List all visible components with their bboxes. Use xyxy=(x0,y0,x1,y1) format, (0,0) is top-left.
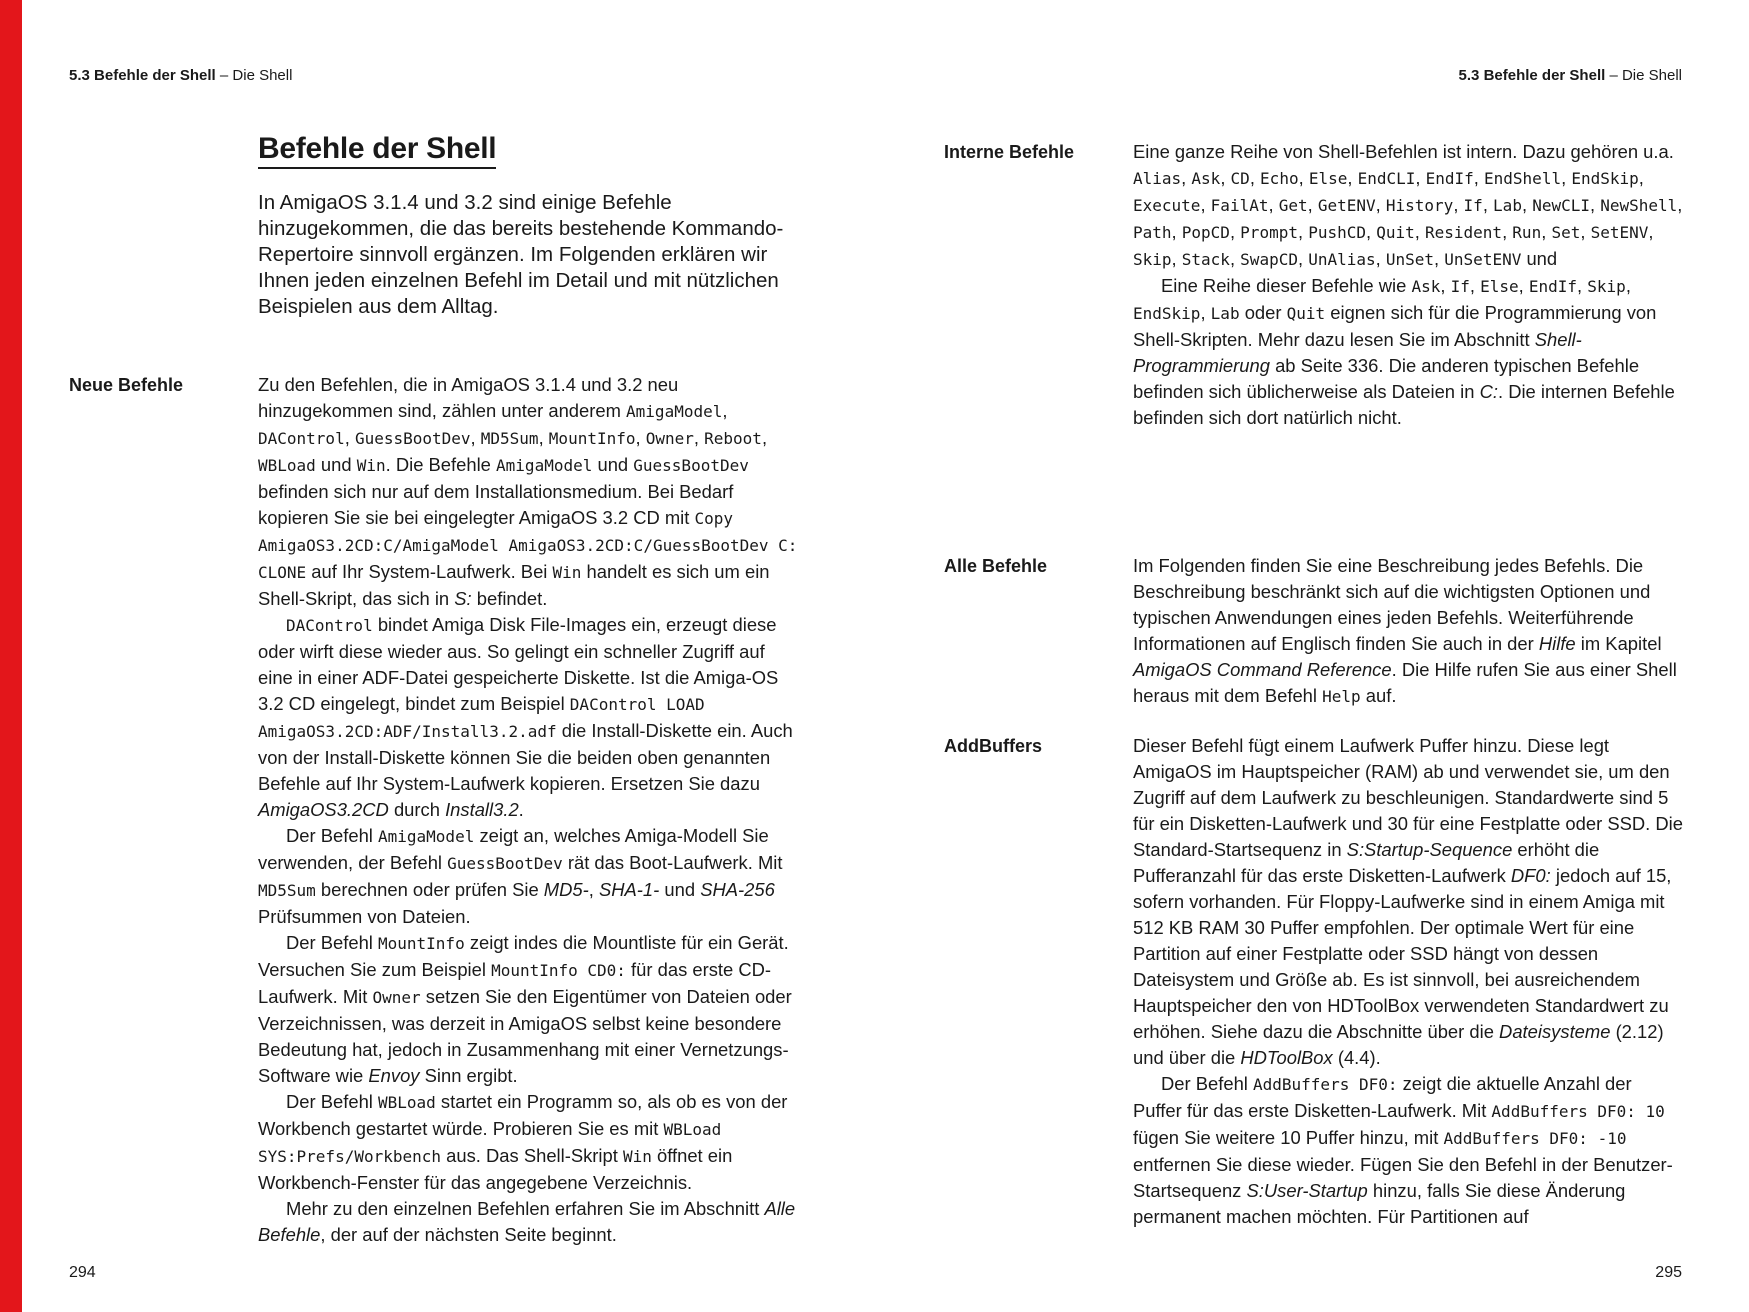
paragraph: Zu den Befehlen, die in AmigaOS 3.1.4 und 3.2 neu hinzugekommen sind, zählen unter anderem AmigaModel, DAControl, GuessBootDev, MD5Sum, MountInfo, Owner, Reboot, WBLoad und Win. Die Befehle AmigaModel und GuessBootDev befinden sich nur auf dem Installationsmedium. Bei Bedarf kopieren Sie sie bei eingelegter AmigaOS 3.2 CD mit Copy AmigaOS3.2CD:C/AmigaModel AmigaOS3.2CD:C/GuessBootDev C: CLONE auf Ihr System-Laufwerk. Bei Win handelt es sich um ein Shell-Skript, das sich in S: befindet. xyxy=(258,374,798,609)
section-alle-befehle xyxy=(1133,553,1685,710)
lead-paragraph: In AmigaOS 3.1.4 und 3.2 sind einige Befehle hinzugekommen, die das bereits bestehende Kommando-Repertoire sinnvoll ergänzen. Im Folgenden erklären wir Ihnen jeden einzelnen Befehl im Detail und mit nützlichen Beispielen aus dem Alltag. xyxy=(258,191,784,318)
running-head-left: 5.3 Befehle der Shell – Die Shell xyxy=(69,67,293,84)
paragraph: DAControl bindet Amiga Disk File-Images ein, erzeugt diese oder wirft diese wieder aus. So gelingt ein schneller Zugriff auf eine in einer ADF-Datei gespeicherte Diskette. Ist die Amiga-OS 3.2 CD eingelegt, bindet zum Beispiel DAControl LOAD AmigaOS3.2CD:ADF/Install3.2.adf die Install-Diskette ein. Auch von der Install-Diskette können Sie die beiden oben genannten Befehle auf Ihr System-Laufwerk kopieren. Ersetzen Sie dazu AmigaOS3.2CD durch Install3.2. xyxy=(258,614,793,820)
paragraph: Mehr zu den einzelnen Befehlen erfahren Sie im Abschnitt Alle Befehle, der auf der nächsten Seite beginnt. xyxy=(258,1198,796,1245)
paragraph: Der Befehl MountInfo zeigt indes die Mountliste für ein Gerät. Versuchen Sie zum Beispiel MountInfo CD0: für das erste CD-Laufwerk. Mit Owner setzen Sie den Eigentümer von Dateien oder Verzeichnissen, was derzeit in AmigaOS selbst keine besondere Bedeutung hat, jedoch in Zusammenhang mit einer Vernetzungs-Software wie Envoy Sinn ergibt. xyxy=(258,932,792,1086)
paragraph: Der Befehl WBLoad startet ein Programm so, als ob es von der Workbench gestartet würde. Probieren Sie es mit WBLoad SYS:Prefs/Workbench aus. Das Shell-Skript Win öffnet ein Workbench-Fenster für das angegebene Verzeichnis. xyxy=(258,1091,788,1193)
page-title: Befehle der Shell xyxy=(258,131,496,169)
paragraph: Im Folgenden finden Sie eine Beschreibung jedes Befehls. Die Beschreibung beschränkt sich auf die wichtigsten Optionen und typischen Anwendungen eines jeden Befehls. Weiterführende Informationen auf Englisch finden Sie auch in der Hilfe im Kapitel AmigaOS Command Reference. Die Hilfe rufen Sie aus einer Shell heraus mit dem Befehl Help auf. xyxy=(1133,555,1677,706)
side-heading-interne-befehle: Interne Befehle xyxy=(944,142,1075,162)
running-head-right: 5.3 Befehle der Shell – Die Shell xyxy=(1458,67,1682,84)
left-body xyxy=(258,372,803,1248)
side-heading-neue-befehle: Neue Befehle xyxy=(69,375,184,395)
accent-bar xyxy=(0,0,22,1312)
paragraph: Eine Reihe dieser Befehle wie Ask, If, Else, EndIf, Skip, EndSkip, Lab oder Quit eignen sich für die Programmierung von Shell-Skripten. Mehr dazu lesen Sie im Abschnitt Shell-Programmierung ab Seite 336. Die anderen typischen Befehle befinden sich üblicherweise als Dateien in C:. Die internen Befehle befinden sich dort natürlich nicht. xyxy=(1133,275,1675,428)
paragraph: Der Befehl AmigaModel zeigt an, welches Amiga-Modell Sie verwenden, der Befehl GuessBootDev rät das Boot-Laufwerk. Mit MD5Sum berechnen oder prüfen Sie MD5-, SHA-1- und SHA-256 Prüfsummen von Dateien. xyxy=(258,825,783,927)
paragraph: Eine ganze Reihe von Shell-Befehlen ist intern. Dazu gehören u.a. Alias, Ask, CD, Echo, Else, EndCLI, EndIf, EndShell, EndSkip, Execute, FailAt, Get, GetENV, History, If, Lab, NewCLI, NewShell, Path, PopCD, Prompt, PushCD, Quit, Resident, Run, Set, SetENV, Skip, Stack, SwapCD, UnAlias, UnSet, UnSetENV und xyxy=(1133,141,1683,269)
page-number-right: 295 xyxy=(1655,1264,1682,1281)
paragraph: Der Befehl AddBuffers DF0: zeigt die aktuelle Anzahl der Puffer für das erste Disketten-Laufwerk. Mit AddBuffers DF0: 10 fügen Sie weitere 10 Puffer hinzu, mit AddBuffers DF0: -10 entfernen Sie diese wieder. Fügen Sie den Befehl in der Benutzer-Startsequenz S:User-Startup hinzu, falls Sie diese Änderung permanent machen möchten. Für Partitionen auf xyxy=(1133,1073,1673,1227)
section-interne-befehle xyxy=(1133,139,1685,431)
page-number-left: 294 xyxy=(69,1264,96,1281)
side-heading-alle-befehle: Alle Befehle xyxy=(944,556,1048,576)
section-addbuffers xyxy=(1133,733,1685,1230)
side-heading-addbuffers: AddBuffers xyxy=(944,736,1042,756)
paragraph: Dieser Befehl fügt einem Laufwerk Puffer hinzu. Diese legt AmigaOS im Hauptspeicher (RAM) ab und verwendet sie, um den Zugriff auf dem Laufwerk zu beschleunigen. Standardwerte sind 5 für ein Disketten-Laufwerk und 30 für eine Festplatte oder SSD. Die Standard-Startsequenz in S:Startup-Sequence erhöht die Pufferanzahl für das erste Disketten-Laufwerk DF0: jedoch auf 15, sofern vorhanden. Für Floppy-Laufwerke sind in einem Amiga mit 512 KB RAM 30 Puffer empfohlen. Der optimale Wert für eine Partition auf einer Festplatte oder SSD hängt von dessen Dateisystem und Größe ab. Es ist sinnvoll, bei ausreichendem Hauptspeicher den von HDToolBox verwendeten Standardwert zu erhöhen. Siehe dazu die Abschnitte über die Dateisysteme (2.12) und über die HDToolBox (4.4). xyxy=(1133,735,1683,1068)
